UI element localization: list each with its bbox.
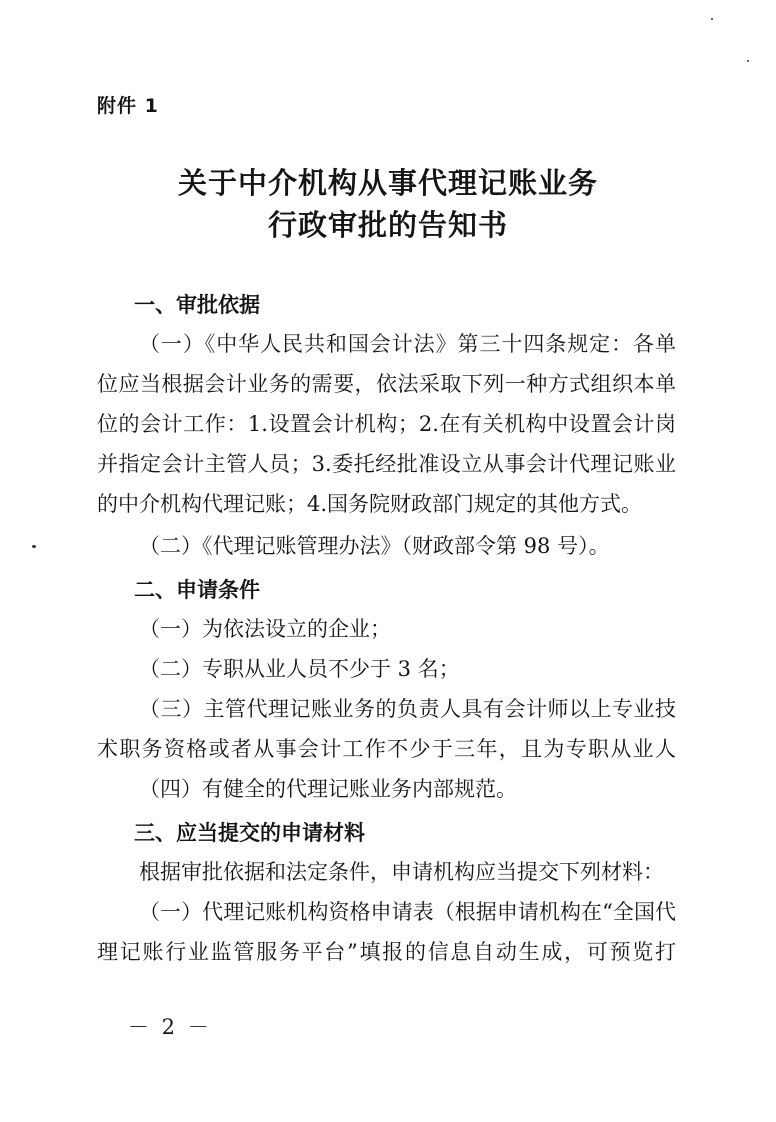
section-2-item-4: （四）有健全的代理记账业务内部规范。 bbox=[139, 777, 517, 801]
section-2-item-1: （一）为依法设立的企业； bbox=[139, 617, 391, 641]
scan-speck bbox=[747, 60, 749, 62]
section-2-item-3-line-2: 术职务资格或者从事会计工作不少于三年，且为专职从业人 bbox=[97, 737, 676, 761]
section-2-item-2: （二）专职从业人员不少于 3 名； bbox=[139, 657, 460, 681]
section-1-heading: 一、审批依据 bbox=[134, 293, 260, 317]
attachment-label: 附件 1 bbox=[97, 95, 159, 117]
section-1-para-1-line-5: 的中介机构代理记账；4.国务院财政部门规定的其他方式。 bbox=[97, 492, 643, 516]
section-1-para-2: （二）《代理记账管理办法》（财政部令第 98 号）。 bbox=[139, 534, 610, 558]
document-title-line-2: 行政审批的告知书 bbox=[267, 208, 508, 242]
section-1-para-1-line-2: 位应当根据会计业务的需要，依法采取下列一种方式组织本单 bbox=[97, 372, 676, 396]
section-3-heading: 三、应当提交的申请材料 bbox=[134, 821, 365, 845]
section-2-item-3-line-1: （三）主管代理记账业务的负责人具有会计师以上专业技 bbox=[139, 697, 676, 721]
page-number: － 2 － bbox=[128, 1015, 212, 1039]
document-title-line-1: 关于中介机构从事代理记账业务 bbox=[177, 166, 598, 200]
section-3-item-1-line-1: （一）代理记账机构资格申请表（根据申请机构在“全国代 bbox=[139, 900, 676, 924]
section-2-heading: 二、申请条件 bbox=[134, 578, 260, 602]
section-3-item-1-line-2: 理记账行业监管服务平台”填报的信息自动生成，可预览打 bbox=[97, 940, 676, 964]
section-3-intro: 根据审批依据和法定条件，申请机构应当提交下列材料： bbox=[139, 860, 664, 884]
section-1-para-1-line-4: 并指定会计主管人员；3.委托经批准设立从事会计代理记账业 bbox=[97, 452, 676, 476]
scan-speck bbox=[711, 18, 713, 20]
scan-speck bbox=[32, 545, 36, 548]
section-1-para-1-line-1: （一）《中华人民共和国会计法》第三十四条规定：各单 bbox=[139, 332, 676, 356]
section-1-para-1-line-3: 位的会计工作：1.设置会计机构；2.在有关机构中设置会计岗 bbox=[97, 412, 676, 436]
